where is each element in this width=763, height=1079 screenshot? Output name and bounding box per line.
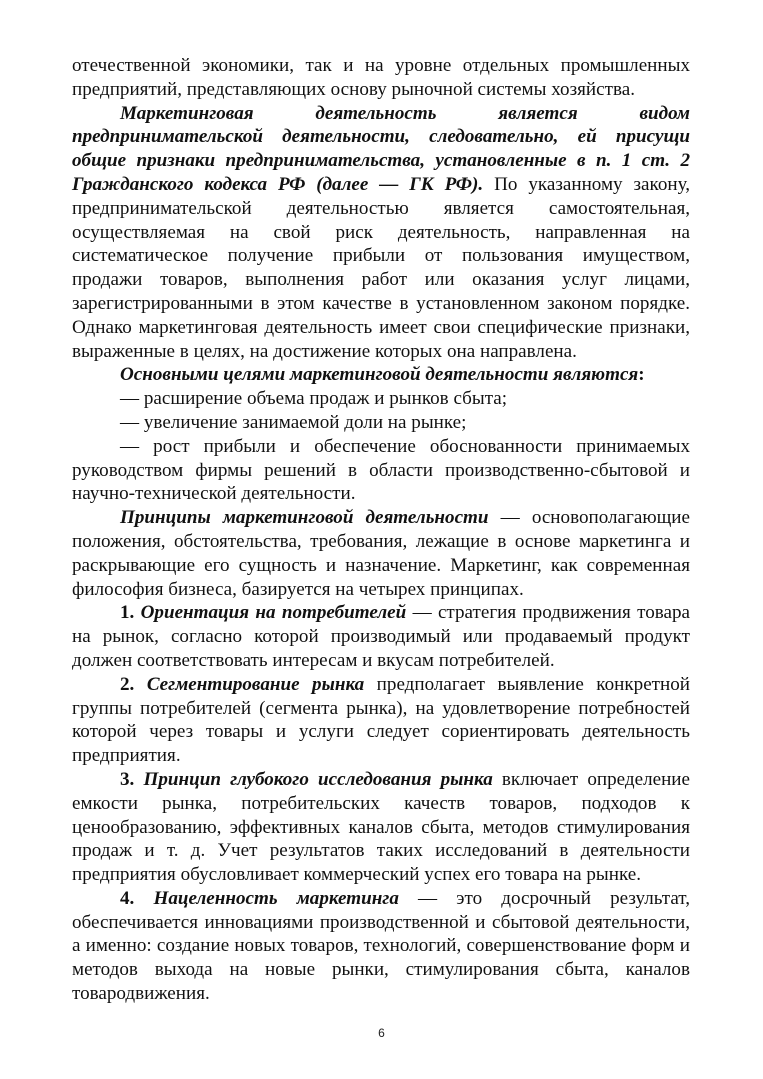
body-text [72,54,690,1006]
principle-term: Ориентация на потребителей [140,602,407,624]
goal-item: — увеличение занимаемой доли на рынке; [120,411,467,433]
paragraph-principles [72,506,690,601]
principle-item [72,673,690,768]
goal-item: — рост прибыли и обеспечение обоснованности принимаемых руководством фирмы решений в области производственно-сбытовой и научно-технической деятельности. [72,435,690,505]
principle-text: предполагает выявление конкретной группы потребителей (сегмента рынка), на удовлетворение потребностей которой через товары и услуги следует сориентировать деятельность предприятия. [72,673,690,767]
definition-text: По указанному закону, предпринимательской деятельностью является самостоятельная, осуществляемая на свой риск деятельность, направленная на систематическое получение прибыли от пользования имуществом, продажи товаров, выполнения работ или оказания услуг лицами, зарегистрированными в этом качестве в установленном законом порядке. Однако маркетинговая деятельность имеет свои специфические признаки, выраженные в целях, на достижение которых она направлена. [72,173,690,362]
principle-text: — стратегия продвижения товара на рынок, согласно которой производимый или продаваемый продукт должен соответствовать интересам и вкусам потребителей. [72,602,690,671]
principle-text: включает определение емкости рынка, потребительских качеств товаров, подходов к ценообразованию, эффективных каналов сбыта, методов стимулирования продаж и т. д. Учет результатов таких исследований в деятельности предприятия обусловливает коммерческий успех его товара на рынке. [72,768,690,886]
definition-bold-italic: Маркетинговая деятельность является видом предпринимательской деятельности, следовательно, ей присущи общие признаки предпринимательства, установленные в п. 1 ст. 2 Гражданского кодекса РФ (далее — ГК РФ). [72,102,690,195]
principle-number: 4. [120,887,135,909]
principle-number: 2. [120,673,135,695]
principles-text: — основополагающие положения, обстоятельства, требования, лежащие в основе маркетинга и раскрывающие его сущность и назначение. Маркетинг, как современная философия бизнеса, базируется на четырех принципах. [72,507,690,600]
page-number: 6 [378,1026,385,1040]
principle-item [72,601,690,672]
goals-heading: Основными целями маркетинговой деятельности являются [120,364,639,386]
paragraph-definition [72,102,690,364]
paragraph-intro: отечественной экономики, так и на уровне отдельных промышленных предприятий, представляющих основу рыночной системы хозяйства. [72,55,690,100]
principle-item [72,768,690,887]
principle-term: Сегментирование рынка [146,673,365,695]
principle-item [72,887,690,1006]
principle-term: Нацеленность маркетинга [153,887,399,909]
goals-colon: : [638,364,645,386]
goals-heading-line [72,363,690,387]
principle-number: 3. [120,768,135,790]
principle-number: 1. [120,602,135,624]
principles-term: Принципы маркетинговой деятельности [120,507,489,529]
principle-text: — это досрочный результат, обеспечивается инновациями производственной и сбытовой деятельности, а именно: создание новых товаров, технологий, совершенствование форм и методов выхода на новые рынки, стимулирования сбыта, каналов товародвижения. [72,887,690,1005]
goal-item: — расширение объема продаж и рынков сбыта; [120,388,508,410]
principle-term: Принцип глубокого исследования рынка [143,768,493,790]
